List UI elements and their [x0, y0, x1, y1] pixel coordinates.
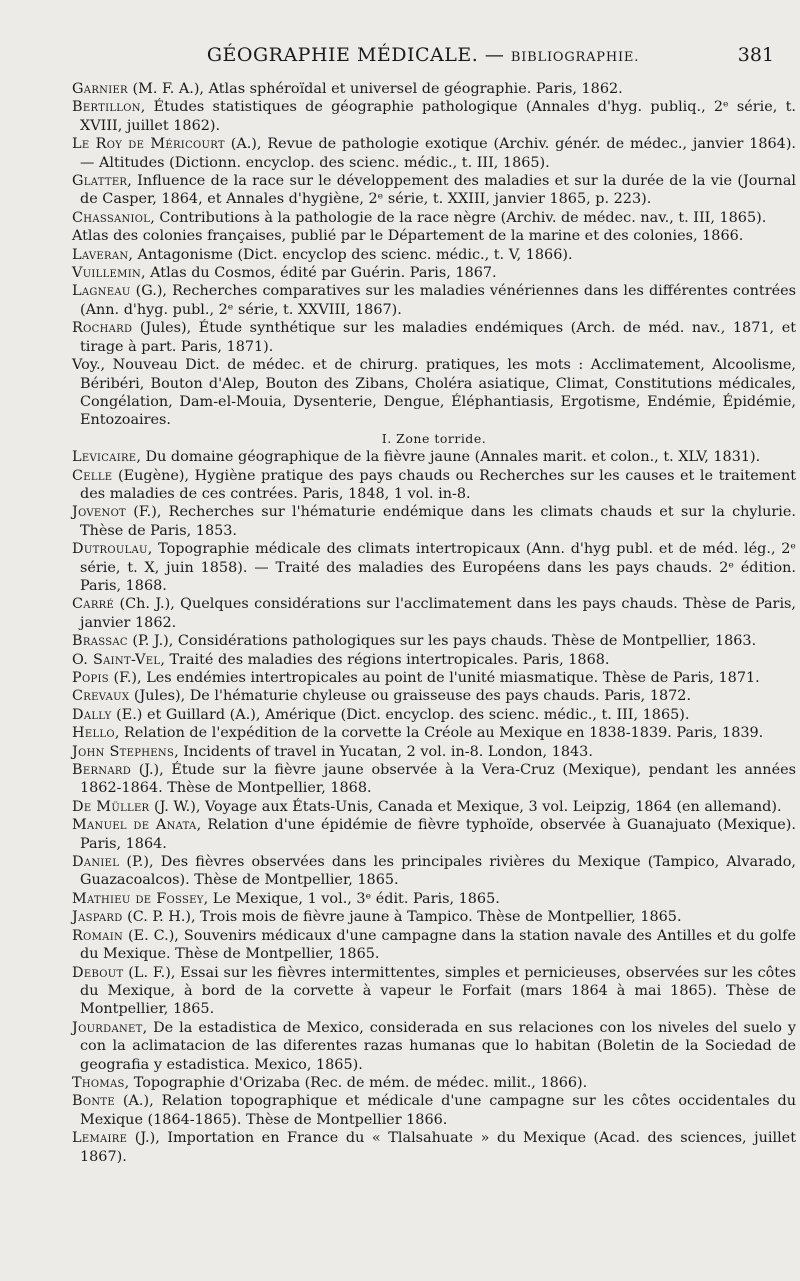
entry-text: , Le Mexique, 1 vol., 3ᵉ édit. Paris, 1865.: [203, 890, 500, 907]
bibliography-entry: [72, 1019, 796, 1074]
entry-author: Carré: [72, 596, 115, 613]
bibliography-entry: [72, 1129, 796, 1166]
entry-author: Mathieu de Fossey: [72, 890, 204, 907]
entry-text: (F.), Les endémies intertropicales au point de l'unité miasmatique. Thèse de Paris, 1871.: [108, 670, 760, 686]
bibliography-list-torrid-zone: [72, 448, 796, 1166]
header-title: GÉOGRAPHIE MÉDICALE. —: [206, 44, 505, 66]
entry-text: (M. F. A.), Atlas sphéroïdal et universel de géographie. Paris, 1862.: [127, 81, 623, 97]
entry-text: (E.) et Guillard (A.), Amérique (Dict. encyclop. des scienc. médic., t. III, 1865).: [111, 706, 690, 723]
entry-text: (G.), Recherches comparatives sur les maladies vénériennes dans les différentes contrées (Ann. d'hyg. publ., 2ᵉ série, t. XXVIII, 1867).: [80, 283, 796, 318]
bibliography-entry: [72, 724, 796, 742]
entry-text: , Du domaine géographique de la fièvre jaune (Annales marit. et colon., t. XLV, 1831).: [136, 449, 761, 466]
entry-text: (Jules), Étude synthétique sur les maladies endémiques (Arch. de méd. nav., 1871, et tirage à part. Paris, 1871).: [80, 320, 796, 355]
entry-text: , Antagonisme (Dict. encyclop des scienc. médic., t. V, 1866).: [128, 246, 573, 263]
entry-text: (A.), Revue de pathologie exotique (Archiv. génér. de médec., janvier 1864). — Altitudes (Dictionn. encyclop. des scienc. médic., t. III, 1865).: [80, 136, 797, 171]
entry-author: Jovenot: [72, 504, 127, 521]
entry-text: (E. C.), Souvenirs médicaux d'une campagne dans la station navale des Antilles et du golfe du Mexique. Thèse de Montpellier, 1865.: [80, 927, 796, 963]
bibliography-entry: [72, 651, 796, 669]
bibliography-entry: [72, 227, 796, 245]
bibliography-entry: [72, 743, 796, 761]
entry-text: (P. J.), Considérations pathologiques sur les pays chauds. Thèse de Montpellier, 1863.: [127, 633, 757, 650]
bibliography-entry: [72, 1074, 796, 1092]
entry-author: Lagneau: [72, 283, 131, 300]
entry-author: Levicaire: [72, 449, 137, 466]
bibliography-entry: [72, 209, 796, 227]
entry-text: , Relation de l'expédition de la corvette la Créole au Mexique en 1838-1839. Paris, 1839.: [114, 725, 764, 742]
entry-text: (J.), Étude sur la fièvre jaune observée à la Vera-Cruz (Mexique), pendant les années 1862-1864. Thèse de Montpellier, 1868.: [80, 762, 796, 797]
page-number: 381: [737, 44, 774, 66]
bibliography-entry: [72, 798, 796, 816]
bibliography-entry: [72, 98, 796, 135]
bibliography-entry: [72, 540, 796, 595]
bibliography-entry: [72, 706, 796, 724]
entry-author: De Müller: [72, 798, 150, 815]
entry-author: Brassac: [72, 633, 128, 650]
running-header: [72, 44, 774, 72]
entry-text: , Relation d'une épidémie de fièvre typhoïde, observée à Guanajuato (Mexique). Paris, 1864.: [80, 817, 796, 852]
entry-author: Glatter: [72, 173, 128, 190]
bibliography-entry: [72, 595, 796, 632]
entry-author: Dutroulau: [72, 541, 148, 558]
bibliography-entry: [72, 356, 796, 430]
header-subtitle: BIBLIOGRAPHIE.: [510, 50, 640, 65]
entry-text: Voy., Nouveau Dict. de médec. et de chirurg. pratiques, les mots : Acclimatement, Alcoolisme, Béribéri, Bouton d'Alep, Bouton des Zibans, Choléra asiatique, Climat, Constitutions médicales, Congélation, Dam-el-Mouia, Dysenterie, Dengue, Éléphantiasis, Ergotisme, Endémie, Épidémie, Entozoaires.: [72, 357, 796, 429]
bibliography-entry: [72, 1092, 796, 1129]
bibliography-entry: [72, 927, 796, 964]
entry-author: John Stephens: [72, 743, 175, 760]
entry-author: Bonte: [72, 1093, 115, 1110]
entry-text: (F.), Recherches sur l'hématurie endémique dans les climats chauds et sur la chylurie. Thèse de Paris, 1853.: [80, 504, 796, 539]
bibliography-entry: [72, 669, 796, 687]
entry-text: (J. W.), Voyage aux États-Unis, Canada et Mexique, 3 vol. Leipzig, 1864 (en allemand).: [149, 798, 782, 815]
entry-text: Atlas des colonies françaises, publié par le Département de la marine et des colonies, 1866.: [72, 228, 744, 245]
bibliography-entry: [72, 890, 796, 908]
entry-author: Crevaux: [72, 688, 130, 705]
bibliography-entry: [72, 467, 796, 504]
entry-text: (P.), Des fièvres observées dans les principales rivières du Mexique (Tampico, Alvarado, Guazacoalcos). Thèse de Montpellier, 1865.: [80, 854, 796, 889]
bibliography-entry: [72, 172, 796, 209]
entry-text: (Ch. J.), Quelques considérations sur l'acclimatement dans les pays chauds. Thèse de Paris, janvier 1862.: [80, 596, 796, 631]
entry-author: Thomas: [72, 1074, 125, 1091]
running-title: [72, 44, 774, 66]
entry-author: Debout: [72, 964, 124, 981]
bibliography-entry: [72, 632, 796, 650]
entry-text: (A.), Relation topographique et médicale d'une campagne sur les côtes occidentales du Mexique (1864-1865). Thèse de Montpellier 1866.: [80, 1093, 796, 1128]
entry-text: , Contributions à la pathologie de la race nègre (Archiv. de médec. nav., t. III, 1865).: [150, 209, 767, 226]
entry-author: Laveran: [72, 246, 129, 263]
entry-author: Hello: [72, 725, 115, 742]
entry-text: , Atlas du Cosmos, édité par Guérin. Paris, 1867.: [141, 265, 497, 282]
entry-author: Vuillemin: [72, 265, 141, 282]
entry-author: Rochard: [72, 320, 133, 337]
bibliography-entry: [72, 761, 796, 798]
bibliography-entry: [72, 80, 796, 98]
entry-text: (L. F.), Essai sur les fièvres intermittentes, simples et pernicieuses, observées sur les côtes du Mexique, à bord de la corvette à vapeur le Forfait (mars 1864 à mai 1865). Thèse de Montpellier, 1865.: [80, 964, 796, 1018]
entry-text: (Jules), De l'hématurie chyleuse ou graisseuse des pays chauds. Paris, 1872.: [129, 688, 692, 705]
entry-author: Manuel de Anata: [72, 817, 197, 834]
entry-author: Bertillon: [72, 99, 141, 116]
entry-author: O. Saint-Vel: [72, 651, 161, 668]
entry-text: , Topographie médicale des climats intertropicaux (Ann. d'hyg publ. et de méd. lég., 2ᵉ série, t. X, juin 1858). — Traité des maladies des Européens dans les pays chauds. 2ᵉ édition. Paris, 1868.: [80, 541, 796, 594]
entry-text: , Traité des maladies des régions intertropicales. Paris, 1868.: [160, 651, 610, 668]
entry-author: Jourdanet: [72, 1019, 143, 1036]
bibliography-entry: [72, 503, 796, 540]
entry-text: , Influence de la race sur le développement des maladies et sur la durée de la vie (Journal de Casper, 1864, et Annales d'hygiène, 2ᵉ série, t. XXIII, janvier 1865, p. 223).: [80, 173, 796, 208]
entry-author: Garnier: [72, 81, 128, 97]
bibliography-entry: [72, 282, 796, 319]
entry-text: , De la estadistica de Mexico, considerada en sus relaciones con los niveles del suelo y con la aclimatacion de las diferentes razas humanas que lo habitan (Boletin de la Sociedad de geografia y estadistica. Mexico, 1865).: [80, 1019, 796, 1073]
entry-author: Chassaniol: [72, 209, 151, 226]
bibliography-entry: [72, 964, 796, 1019]
entry-author: Dally: [72, 706, 112, 723]
entry-author: Romain: [72, 927, 123, 944]
bibliography-entry: [72, 816, 796, 853]
entry-text: (Eugène), Hygiène pratique des pays chauds ou Recherches sur les causes et le traitement des maladies de ces contrées. Paris, 1848, 1 vol. in-8.: [80, 467, 796, 502]
bibliography-entry: [72, 246, 796, 264]
section-title: I. Zone torride.: [381, 430, 487, 446]
entry-author: Daniel: [72, 854, 120, 871]
entry-text: , Études statistiques de géographie pathologique (Annales d'hyg. publiq., 2ᵉ série, t. XVIII, juillet 1862).: [80, 99, 796, 134]
bibliography-entry: [72, 853, 796, 890]
entry-text: , Incidents of travel in Yucatan, 2 vol. in-8. London, 1843.: [174, 743, 593, 760]
entry-author: Celle: [72, 467, 113, 484]
entry-text: (C. P. H.), Trois mois de fièvre jaune à Tampico. Thèse de Montpellier, 1865.: [122, 909, 682, 926]
entry-author: Le Roy de Méricourt: [72, 136, 225, 153]
entry-text: , Topographie d'Orizaba (Rec. de mém. de médec. milit., 1866).: [124, 1074, 588, 1091]
bibliography-entry: [72, 264, 796, 282]
bibliography-entry: [72, 448, 796, 466]
entry-author: Jaspard: [72, 909, 123, 926]
bibliography-entry: [72, 135, 796, 172]
bibliography-entry: [72, 908, 796, 926]
bibliography-body: [72, 80, 796, 1166]
bibliography-entry: [72, 319, 796, 356]
bibliography-entry: [72, 687, 796, 705]
entry-author: Lemaire: [72, 1130, 128, 1147]
entry-text: (J.), Importation en France du « Tlalsahuate » du Mexique (Acad. des sciences, juillet 1867).: [80, 1130, 796, 1165]
entry-author: Popis: [72, 670, 109, 686]
entry-author: Bernard: [72, 762, 132, 779]
bibliography-list-general: [72, 80, 796, 430]
